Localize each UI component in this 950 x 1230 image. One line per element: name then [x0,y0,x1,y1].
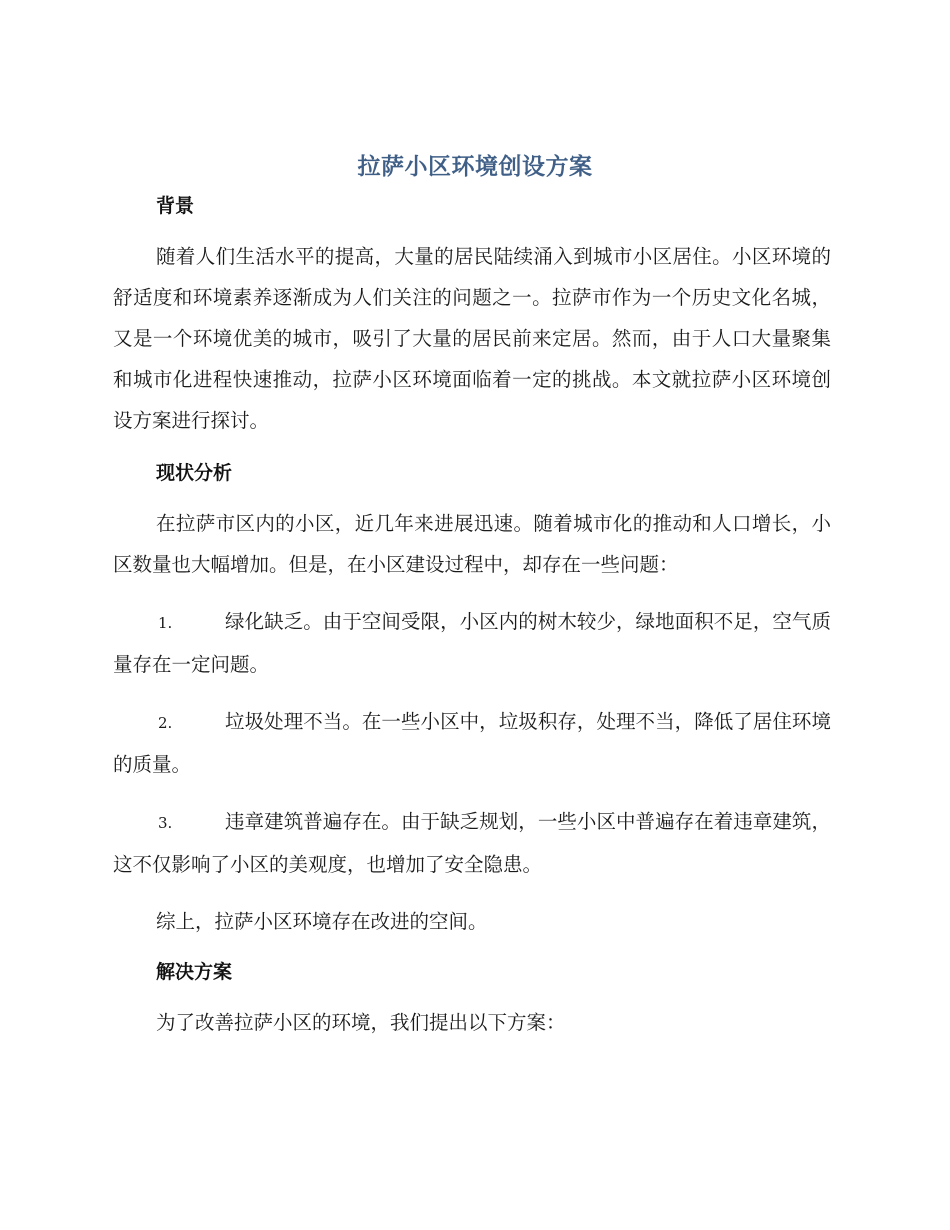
list-item-number: 2. [158,714,173,732]
list-item [113,801,831,885]
list-item-text: 绿化缺乏。由于空间受限，小区内的树木较少，绿地面积不足，空气质量存在一定问题。 [113,610,831,676]
list-item-number: 3. [158,814,173,832]
list-item [113,701,831,785]
list-item [113,601,831,685]
section-heading-analysis: 现状分析 [156,462,233,484]
list-item-number: 1. [158,614,173,632]
document-title: 拉萨小区环境创设方案 [357,154,593,180]
background-paragraph: 随着人们生活水平的提高，大量的居民陆续涌入到城市小区居住。小区环境的舒适度和环境素养逐渐成为人们关注的问题之一。拉萨市作为一个历史文化名城，又是一个环境优美的城市，吸引了大量的居民前来定居。然而，由于人口大量聚集和城市化进程快速推动，拉萨小区环境面临着一定的挑战。本文就拉萨小区环境创设方案进行探讨。 [113,245,831,432]
analysis-summary-paragraph: 综上，拉萨小区环境存在改进的空间。 [156,910,488,933]
document-body [113,190,831,1043]
section-heading-background: 背景 [156,195,195,217]
solution-intro-paragraph: 为了改善拉萨小区的环境，我们提出以下方案： [156,1011,566,1034]
list-item-text: 垃圾处理不当。在一些小区中，垃圾积存，处理不当，降低了居住环境的质量。 [113,710,831,776]
analysis-intro-paragraph: 在拉萨市区内的小区，近几年来进展迅速。随着城市化的推动和人口增长，小区数量也大幅增加。但是，在小区建设过程中，却存在一些问题： [113,512,831,576]
section-heading-solution: 解决方案 [156,961,233,983]
list-item-text: 违章建筑普遍存在。由于缺乏规划，一些小区中普遍存在着违章建筑，这不仅影响了小区的美观度，也增加了安全隐患。 [113,810,831,876]
